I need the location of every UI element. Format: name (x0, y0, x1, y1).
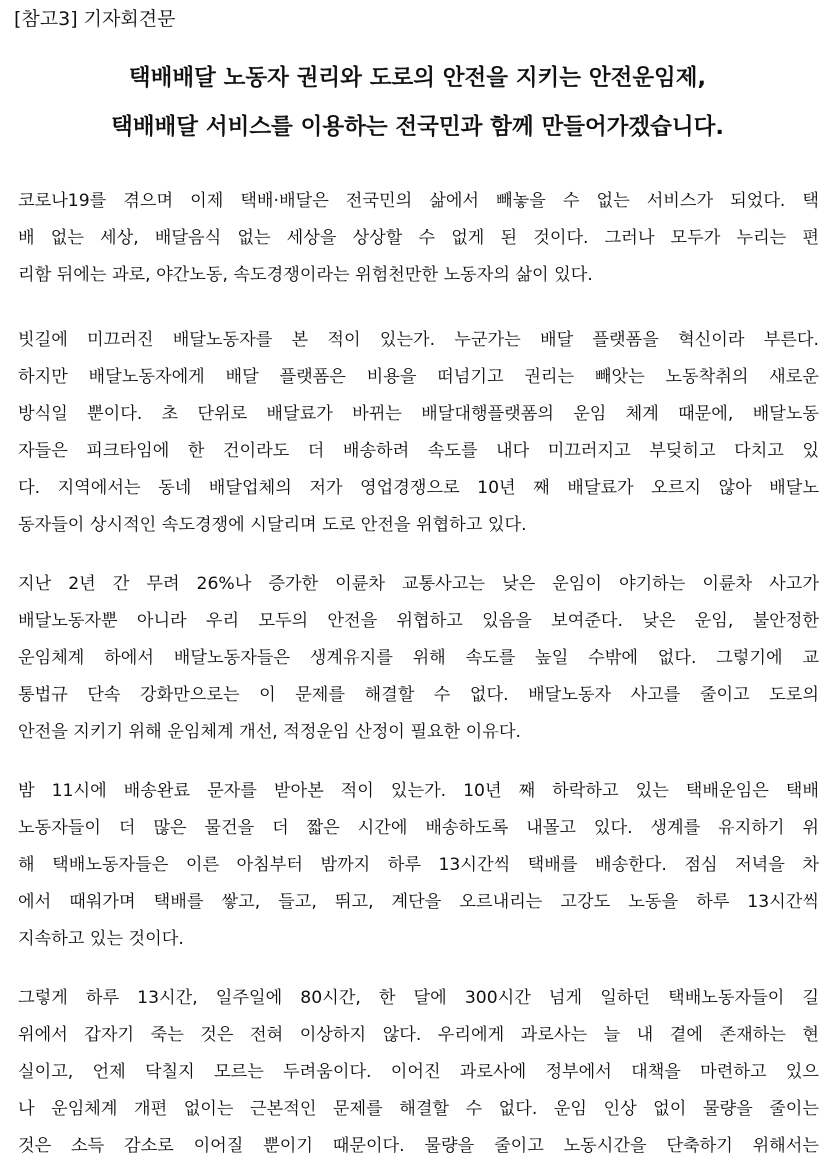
paragraph-1 (18, 183, 819, 294)
paragraph-line: 리함 뒤에는 과로, 야간노동, 속도경쟁이라는 위험천만한 노동자의 삶이 있다. (18, 265, 593, 285)
paragraph-line: 배 없는 세상, 배달음식 없는 세상을 상상할 수 없게 된 것이다. 그러나 모두가 누리는 편 (18, 228, 819, 248)
paragraph-5 (18, 980, 819, 1159)
paragraph-line: 나 운임체계 개편 없이는 근본적인 문제를 해결할 수 없다. 운임 인상 없이 물량을 줄이는 (18, 1099, 819, 1119)
paragraph-3 (18, 566, 819, 751)
headline-line-1: 택배배달 노동자 권리와 도로의 안전을 지키는 안전운임제, (128, 65, 707, 91)
paragraph-line: 자들은 피크타임에 한 건이라도 더 배송하려 속도를 내다 미끄러지고 부딪히고 다치고 있 (18, 441, 819, 461)
paragraph-line: 지속하고 있는 것이다. (18, 929, 184, 949)
paragraph-line: 안전을 지키기 위해 운임체계 개선, 적정운임 산정이 필요한 이유다. (18, 722, 521, 742)
paragraph-line: 위에서 갑자기 죽는 것은 전혀 이상하지 않다. 우리에게 과로사는 늘 내 곁에 존재하는 현 (18, 1025, 819, 1045)
paragraph-line: 해 택배노동자들은 이른 아침부터 밤까지 하루 13시간씩 택배를 배송한다. 점심 저녁을 차 (18, 855, 819, 875)
paragraph-line: 실이고, 언제 닥칠지 모르는 두려움이다. 이어진 과로사에 정부에서 대책을 마련하고 있으 (18, 1062, 819, 1082)
paragraph-line: 운임체계 하에서 배달노동자들은 생계유지를 위해 속도를 높일 수밖에 없다. 그렇기에 교 (18, 648, 819, 668)
paragraph-line: 밤 11시에 배송완료 문자를 받아본 적이 있는가. 10년 째 하락하고 있는 택배운임은 택배 (18, 781, 819, 801)
paragraph-line: 빗길에 미끄러진 배달노동자를 본 적이 있는가. 누군가는 배달 플랫폼을 혁신이라 부른다. (18, 330, 819, 350)
paragraph-2 (18, 322, 819, 544)
paragraph-line: 방식일 뿐이다. 초 단위로 배달료가 바뀌는 배달대행플랫폼의 운임 체계 때문에, 배달노동 (18, 404, 819, 424)
reference-label: [참고3] 기자회견문 (14, 8, 176, 30)
paragraph-line: 노동자들이 더 많은 물건을 더 짧은 시간에 배송하도록 내몰고 있다. 생계를 유지하기 위 (18, 818, 819, 838)
paragraph-4 (18, 773, 819, 958)
paragraph-line: 코로나19를 겪으며 이제 택배·배달은 전국민의 삶에서 빼놓을 수 없는 서비스가 되었다. 택 (18, 191, 819, 211)
paragraph-line: 지난 2년 간 무려 26%나 증가한 이륜차 교통사고는 낮은 운임이 야기하는 이륜차 사고가 (18, 574, 819, 594)
paragraph-line: 하지만 배달노동자에게 배달 플랫폼은 비용을 떠넘기고 권리는 빼앗는 노동착취의 새로운 (18, 367, 819, 387)
paragraph-line: 배달노동자뿐 아니라 우리 모두의 안전을 위협하고 있음을 보여준다. 낮은 운임, 불안정한 (18, 611, 819, 631)
paragraph-line: 그렇게 하루 13시간, 일주일에 80시간, 한 달에 300시간 넘게 일하던 택배노동자들이 길 (18, 988, 819, 1008)
paragraph-line: 것은 소득 감소로 이어질 뿐이기 때문이다. 물량을 줄이고 노동시간을 단축하기 위해서는 (18, 1136, 819, 1156)
headline-line-2: 택배배달 서비스를 이용하는 전국민과 함께 만들어가겠습니다. (111, 114, 724, 140)
paragraph-line: 통법규 단속 강화만으로는 이 문제를 해결할 수 없다. 배달노동자 사고를 줄이고 도로의 (18, 685, 819, 705)
paragraph-line: 에서 때워가며 택배를 쌓고, 들고, 뛰고, 계단을 오르내리는 고강도 노동을 하루 13시간씩 (18, 892, 819, 912)
paragraph-line: 다. 지역에서는 동네 배달업체의 저가 영업경쟁으로 10년 째 배달료가 오르지 않아 배달노 (18, 478, 819, 498)
paragraph-line: 동자들이 상시적인 속도경쟁에 시달리며 도로 안전을 위협하고 있다. (18, 515, 527, 535)
